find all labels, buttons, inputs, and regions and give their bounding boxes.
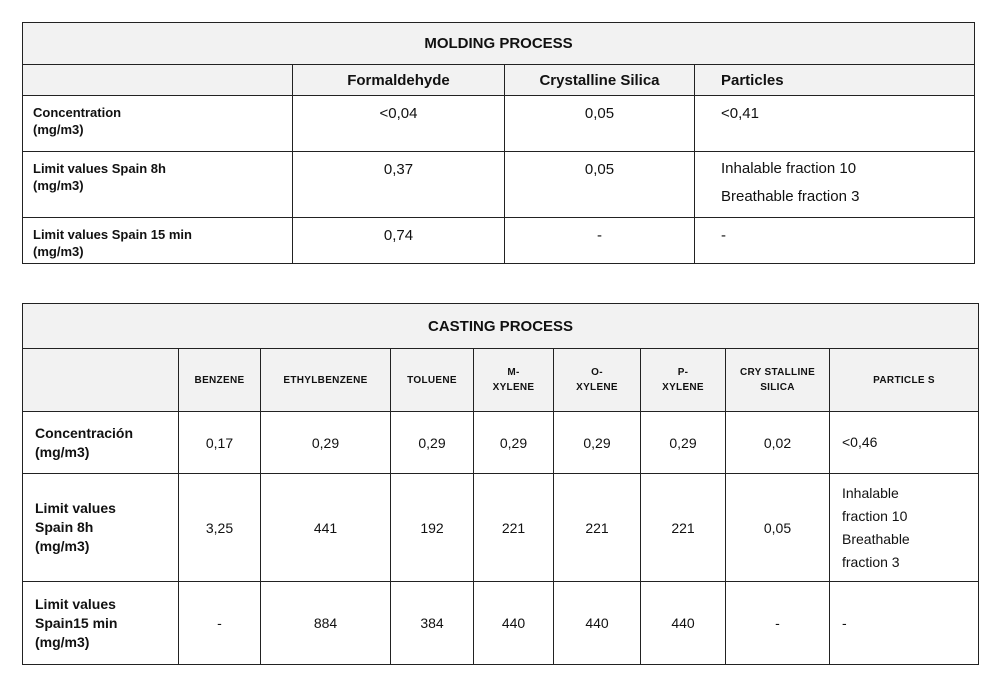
cell-ethylbenzene: 441: [261, 474, 391, 582]
casting-header-empty: [23, 349, 179, 412]
molding-header-silica: Crystalline Silica: [505, 65, 695, 96]
molding-title-row: [23, 23, 975, 65]
row-label: [23, 96, 293, 152]
row-label: [23, 152, 293, 218]
cell-particles-line: -: [842, 614, 847, 631]
header-line: BENZENE: [194, 374, 245, 386]
cell-ethylbenzene: 0,29: [261, 412, 391, 474]
molding-row-concentration: [23, 96, 975, 152]
cell-particles-line: -: [721, 227, 726, 244]
casting-header-toluene: [391, 349, 474, 412]
cell-o-xylene: 0,29: [554, 412, 641, 474]
cell-toluene: 384: [391, 582, 474, 665]
molding-header-empty: [23, 65, 293, 96]
row-label-line: (mg/m3): [35, 538, 90, 554]
cell-particles: [830, 412, 979, 474]
casting-header-particles: [830, 349, 979, 412]
row-label-line: Limit values Spain 8h: [33, 161, 166, 176]
cell-particles-line: <0,41: [721, 105, 759, 122]
row-label-line: Spain15 min: [35, 614, 118, 631]
header-line: ETHYLBENZENE: [283, 374, 368, 386]
row-label-line: (mg/m3): [35, 443, 90, 460]
cell-m-xylene: 0,29: [474, 412, 554, 474]
casting-title-row: [23, 304, 979, 349]
row-label-line: (mg/m3): [35, 633, 90, 650]
casting-header-p-xylene: [641, 349, 726, 412]
row-label-line: Concentración: [35, 424, 134, 441]
row-label-line: (mg/m3): [33, 244, 84, 259]
cell-silica: -: [505, 218, 695, 264]
cell-particles: [830, 582, 979, 665]
header-line: CRY STALLINE: [739, 367, 816, 378]
molding-title: MOLDING PROCESS: [23, 23, 975, 65]
header-line: PARTICLE S: [873, 374, 935, 386]
cell-o-xylene: 221: [554, 474, 641, 582]
cell-m-xylene: 440: [474, 582, 554, 665]
cell-particles: [695, 152, 975, 218]
molding-header-particles: Particles: [695, 65, 975, 96]
row-label-line: Limit values: [35, 595, 116, 612]
row-label-line: Spain 8h: [35, 519, 94, 535]
casting-title: CASTING PROCESS: [23, 304, 979, 349]
cell-formaldehyde: <0,04: [293, 96, 505, 152]
casting-header-ethylbenzene: [261, 349, 391, 412]
cell-silica: 0,05: [505, 152, 695, 218]
cell-particles-line: Inhalable fraction 10: [721, 160, 857, 177]
cell-benzene: 3,25: [179, 474, 261, 582]
cell-formaldehyde: 0,74: [293, 218, 505, 264]
molding-header-formaldehyde: Formaldehyde: [293, 65, 505, 96]
molding-process-table: [22, 22, 975, 264]
casting-header-o-xylene: [554, 349, 641, 412]
casting-row-limit-15min: [23, 582, 979, 665]
row-label: [23, 218, 293, 264]
header-line: O-: [591, 367, 603, 378]
cell-benzene: -: [179, 582, 261, 665]
cell-p-xylene: 221: [641, 474, 726, 582]
cell-o-xylene: 440: [554, 582, 641, 665]
molding-row-limit-8h: [23, 152, 975, 218]
cell-particles: [830, 474, 979, 582]
header-line: XYLENE: [576, 382, 618, 393]
cell-particles-line: fraction 3: [842, 553, 900, 570]
cell-particles-line: Breathable fraction 3: [721, 188, 860, 205]
cell-particles: [695, 218, 975, 264]
cell-m-xylene: 221: [474, 474, 554, 582]
row-label-line: Limit values: [35, 500, 116, 516]
molding-row-limit-15min: [23, 218, 975, 264]
cell-particles-line: Inhalable: [842, 484, 899, 501]
cell-p-xylene: 440: [641, 582, 726, 665]
molding-header-row: [23, 65, 975, 96]
casting-header-benzene: [179, 349, 261, 412]
header-line: SILICA: [760, 382, 795, 393]
cell-p-xylene: 0,29: [641, 412, 726, 474]
cell-particles: [695, 96, 975, 152]
row-label: [23, 412, 179, 474]
cell-benzene: 0,17: [179, 412, 261, 474]
cell-crystalline-silica: -: [726, 582, 830, 665]
cell-toluene: 0,29: [391, 412, 474, 474]
row-label: [23, 582, 179, 665]
casting-header-row: [23, 349, 979, 412]
cell-silica: 0,05: [505, 96, 695, 152]
row-label-line: Concentration: [33, 105, 122, 120]
header-line: TOLUENE: [407, 374, 457, 386]
header-line: XYLENE: [492, 382, 535, 393]
header-line: XYLENE: [662, 382, 704, 393]
cell-crystalline-silica: 0,02: [726, 412, 830, 474]
row-label: [23, 474, 179, 582]
row-label-line: (mg/m3): [33, 122, 84, 137]
header-line: P-: [677, 367, 689, 378]
header-line: M-: [507, 367, 520, 378]
casting-row-limit-8h: [23, 474, 979, 582]
cell-ethylbenzene: 884: [261, 582, 391, 665]
casting-row-concentration: [23, 412, 979, 474]
row-label-line: Limit values Spain 15 min: [33, 227, 192, 242]
casting-process-table: [22, 303, 979, 665]
cell-particles-line: Breathable: [842, 530, 910, 547]
cell-crystalline-silica: 0,05: [726, 474, 830, 582]
casting-header-m-xylene: [474, 349, 554, 412]
cell-toluene: 192: [391, 474, 474, 582]
casting-header-crystalline-silica: [726, 349, 830, 412]
cell-particles-line: fraction 10: [842, 507, 908, 524]
cell-formaldehyde: 0,37: [293, 152, 505, 218]
cell-particles-line: <0,46: [842, 434, 878, 450]
row-label-line: (mg/m3): [33, 178, 84, 193]
